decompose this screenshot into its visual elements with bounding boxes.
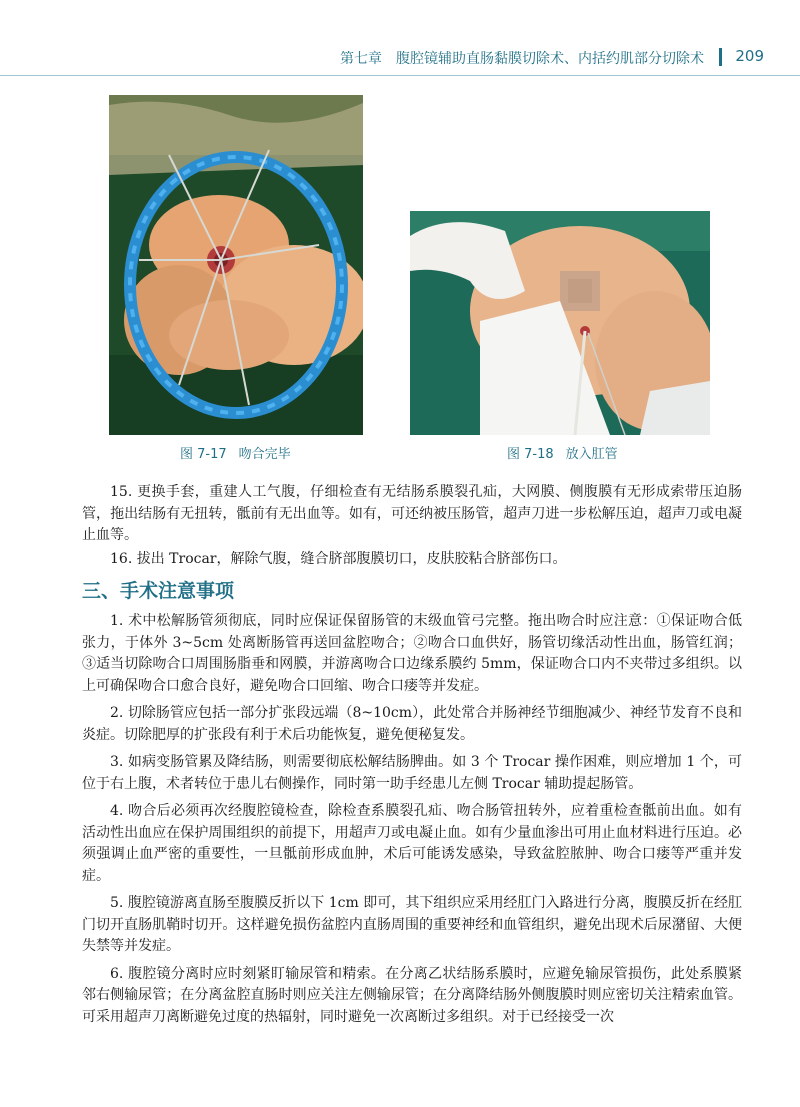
list-item: 1. 术中松解肠管须彻底，同时应保证保留肠管的末级血管弓完整。拖出吻合时应注意：①保证吻合低张力，于体外 3~5cm 处离断肠管再送回盆腔吻合；②吻合口血供好，肠管切缘活动性出血，肠管红润；③适当切除吻合口周围肠脂垂和网膜，并游离吻合口边缘系膜约 5mm，保证吻合口内不夹带过多组织。以上可确保吻合口愈合良好，避免吻合口回缩、吻合口瘘等并发症。 — [82, 613, 742, 694]
list-item: 3. 如病变肠管累及降结肠，则需要彻底松解结肠脾曲。如 3 个 Trocar 操作困难，则应增加 1 个，可位于右上腹，术者转位于患儿右侧操作，同时第一助手经患儿左侧 Trocar 辅助提起肠管。 — [82, 754, 742, 792]
figure-caption: 放入肛管 — [565, 447, 618, 462]
section-heading: 三、手术注意事项 — [82, 580, 235, 602]
step-16 — [82, 549, 742, 577]
figure-number: 图 7-18 — [507, 447, 554, 462]
paragraph: 16. 拔出 Trocar，解除气腹，缝合脐部腹膜切口，皮肤胶粘合脐部伤口。 — [110, 551, 567, 567]
surgical-photo-anastomosis — [109, 95, 363, 435]
surgical-photo-anal-tube — [410, 211, 710, 435]
figure-caption: 吻合完毕 — [238, 447, 291, 462]
running-header — [0, 0, 800, 78]
list-item: 6. 腹腔镜分离时应时刻紧盯输尿管和精索。在分离乙状结肠系膜时，应避免输尿管损伤，此处系膜紧邻右侧输尿管；在分离盆腔直肠时则应关注左侧输尿管；在分离降结肠外侧腹膜时则应密切关注精索血管。可采用超声刀离断避免过度的热辐射，同时避免一次离断过多组织。对于已经接受一次 — [82, 965, 742, 1025]
page-number: 209 — [735, 47, 764, 65]
list-item: 2. 切除肠管应包括一部分扩张段远端（8~10cm），此处常合并肠神经节细胞减少、神经节发育不良和炎症。切除肥厚的扩张段有利于术后功能恢复，避免便秘复发。 — [82, 705, 742, 743]
paragraph: 15. 更换手套，重建人工气腹，仔细检查有无结肠系膜裂孔疝，大网膜、侧腹膜有无形成索带压迫肠管，拖出结肠有无扭转，骶前有无出血等。如有，可还纳被压肠管，超声刀进一步松解压迫，超声刀或电凝止血等。 — [82, 484, 742, 543]
figure-number: 图 7-17 — [180, 447, 227, 462]
list-item: 4. 吻合后必须再次经腹腔镜检查，除检查系膜裂孔疝、吻合肠管扭转外，应着重检查骶前出血。如有活动性出血应在保护周围组织的前提下，用超声刀或电凝止血。如有少量血渗出可用止血材料进行压迫。必须强调止血严密的重要性，一旦骶前形成血肿，术后可能诱发感染，导致盆腔脓肿、吻合口瘘等严重并发症。 — [82, 803, 742, 884]
figure-7-17-caption — [180, 443, 291, 462]
figure-7-17 — [109, 95, 363, 435]
figure-7-18 — [410, 211, 710, 435]
chapter-title: 第七章 腹腔镜辅助直肠黏膜切除术、内括约肌部分切除术 — [340, 51, 704, 67]
step-15 — [82, 482, 742, 553]
list-item: 5. 腹腔镜游离直肠至腹膜反折以下 1cm 即可，其下组织应采用经肛门入路进行分离，腹膜反折在经肛门切开直肠肌鞘时切开。这样避免损伤盆腔内直肠周围的重要神经和血管组织，避免出现术后尿潴留、大便失禁等并发症。 — [82, 895, 742, 954]
figure-7-18-caption — [507, 443, 618, 462]
header-divider — [719, 48, 722, 66]
precautions-list — [82, 611, 742, 1034]
header-rule — [0, 75, 800, 76]
